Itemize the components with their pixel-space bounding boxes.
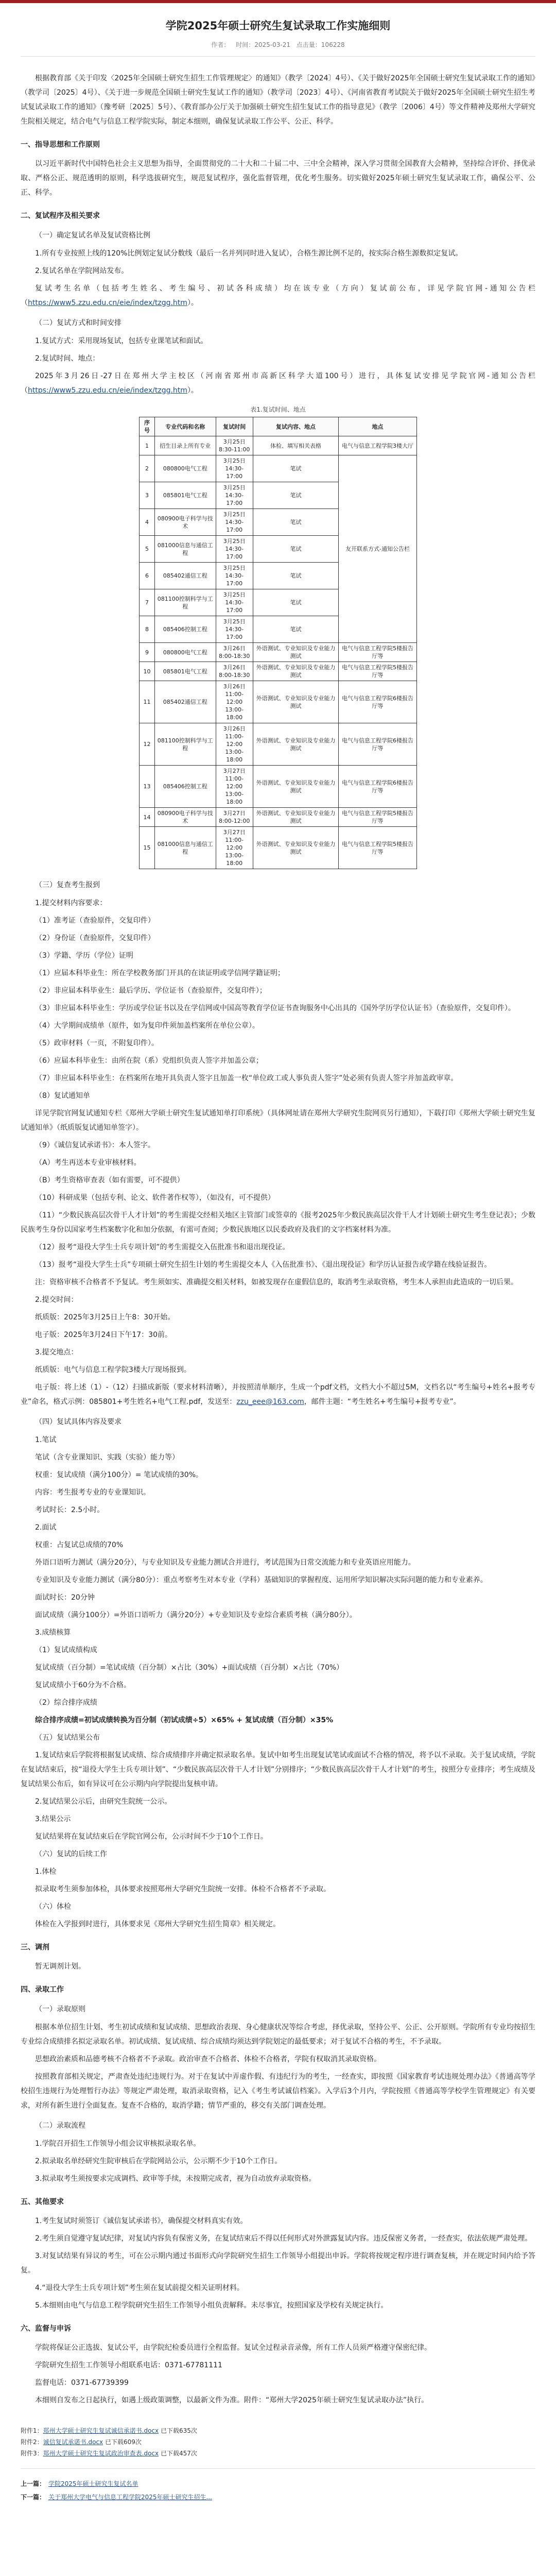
- paragraph: 1.体检: [35, 1868, 57, 1876]
- table-row: [140, 827, 417, 869]
- notice-link[interactable]: https://www5.zzu.edu.cn/eie/index/tzgg.htm: [28, 386, 187, 395]
- section-heading: 四、录取工作: [21, 1986, 64, 1994]
- prev-article-link[interactable]: 学院2025年硕士研究生复试名单: [48, 2480, 138, 2487]
- table-cell-major: 081000信息与通信工程: [155, 536, 216, 563]
- table-cell-content: 外语测试、专业知识及专业能力测试: [253, 662, 338, 681]
- attachment-label: 附件1：: [21, 2427, 43, 2434]
- paragraph: 4.“退役大学生士兵专项计划”考生须在复试前提交相关证明材料。: [35, 2284, 244, 2292]
- material-item: （5）政审材料（一页，不附复印件）。: [35, 1039, 159, 1047]
- intro-paragraph: 根据教育部《关于印发〈2025年全国硕士研究生招生工作管理规定〉的通知》（教学〔2024〕4号）、《关于做好2025年全国硕士研究生复试录取工作的通知》（教学司〔2025〕4号）、《关于进一步规范全国硕士研究生复试工作的通知》（教学司〔2023〕4号）、《河南省教育考试院关于做好2025年全国硕士研究生招生考试复试录取工作的通知》（豫考研〔2025〕5号）、《教育部办公厅关于加强硕士研究生招生复试工作的指导意见》（教学〔2006〕4号）等文件精神及郑州大学研究生院相关规定，结合电气与信息工程学院实际，制定本细则，确保复试录取工作公平、公正、科学。: [21, 74, 535, 126]
- material-item: （A）考生再送本专业审核材料。: [35, 1159, 141, 1167]
- table-cell-venue: 电气与信息工程学院5楼报告厅等: [338, 827, 416, 869]
- article-body: [21, 57, 535, 2504]
- prev-article: [21, 2477, 535, 2490]
- table-cell-major: 招生目录上所有专业: [155, 436, 216, 455]
- table-row: [140, 662, 417, 681]
- table-cell-content: 笔试: [253, 589, 338, 616]
- attachment-link[interactable]: 诚信复试承诺书.docx: [43, 2438, 103, 2446]
- paragraph: 1.笔试: [35, 1436, 57, 1444]
- table-row: [140, 436, 417, 455]
- table-cell-major: 080900电子科学与技术: [155, 808, 216, 827]
- paragraph: 2.提交时间：: [35, 1296, 78, 1304]
- download-count: 已下载457次: [160, 2450, 197, 2457]
- material-item: （6）应届本科毕业生：由所在院（系）党组织负责人签字并加盖公章；: [35, 1057, 263, 1065]
- formula-paragraph: 综合排序成绩=初试成绩转换为百分制（初试成绩÷5）×65% + 复试成绩（百分制）×35%: [35, 1716, 334, 1724]
- table-cell-time: 3月27日 11:00-12:00 13:00-18:00: [216, 827, 253, 869]
- article-meta: [21, 40, 535, 57]
- table-cell-major: 081100控制科学与工程: [155, 589, 216, 616]
- paragraph: （1）复试成绩构成: [35, 1646, 97, 1654]
- table-cell-time: 3月26日 8:00-18:30: [216, 643, 253, 662]
- section-heading: 二、复试程序及相关要求: [21, 212, 100, 220]
- attachment-link[interactable]: 郑州大学硕士研究生复试诚信承诺书.docx: [43, 2427, 159, 2434]
- material-item: （3）非应届本科毕业生：学历或学位证书以及在学信网或中国高等教育学位证书查询服务中心出具的《国外学历学位认证书》（查验原件，交复印件）。: [35, 1004, 515, 1012]
- paragraph: 按照教育部相关规定，严肃查处违纪违规行为。对于在复试中弄虚作假、有违纪行为的考生，一经查实，即按照《国家教育考试违规处理办法》《普通高等学校招生违规行为处理暂行办法》等规定严肃处理，取消录取资格，记入《考生考试诚信档案》。入学后3个月内，学院按照《普通高等学校学生管理规定》有关要求，对所有新生进行全面复查。复查不合格的，取消学籍；情节严重的，移交有关部门调查处理。: [21, 2073, 535, 2110]
- table-cell-time: 3月25日 8:30-11:00: [216, 436, 253, 455]
- paragraph-text: ）。: [187, 386, 198, 395]
- table-row: [140, 766, 417, 808]
- table-cell-no: 12: [140, 723, 155, 766]
- material-item: （4）大学期间成绩单（原件，如为复印件须加盖档案所在单位公章）。: [35, 1022, 259, 1030]
- table-cell-venue: 电气与信息工程学院5楼报告厅等: [338, 662, 416, 681]
- subsection-heading: （四）复试具体内容及要求: [35, 1418, 121, 1426]
- paragraph: 复试成绩小于60分为不合格。: [35, 1681, 131, 1689]
- table-caption: 表1.复试时间、地点: [250, 406, 306, 413]
- table-cell-content: 外语测试、专业知识及专业能力测试: [253, 766, 338, 808]
- table-cell-major: 085406控制工程: [155, 766, 216, 808]
- paragraph: 学院研究生招生工作领导小组联系电话：0371-67781111: [35, 2361, 222, 2369]
- material-item: （8）复试通知单: [35, 1092, 90, 1100]
- table-header-row: [140, 417, 417, 436]
- paragraph: （五）复试结果公布: [35, 1734, 100, 1742]
- paragraph-text: ，邮件主题：“考生姓名+考生编号+报考专业”。: [304, 1398, 461, 1406]
- paragraph: 3.提交地点：: [35, 1348, 78, 1357]
- table-cell-major: 080800电气工程: [155, 455, 216, 482]
- attachment-link[interactable]: 郑州大学硕士研究生复试政治审查表.docx: [43, 2450, 159, 2457]
- material-item: （7）非应届本科毕业生：在档案所在地开具负责人签字且加盖一枚“单位政工或人事负责人签字”处必须有负责人签字并加盖政审章。: [35, 1074, 458, 1082]
- paragraph: 3.拟录取考生须按要求完成调档、政审等手续，未按期完成者，视为自动放弃录取资格。: [35, 2175, 316, 2183]
- table-cell-major: 085402通信工程: [155, 681, 216, 723]
- next-label: 下一篇：: [21, 2494, 46, 2501]
- table-cell-time: 3月27日 11:00-12:00 13:00-18:00: [216, 766, 253, 808]
- table-cell-no: 14: [140, 808, 155, 827]
- column-header: 地点: [338, 417, 416, 436]
- paragraph: 注：资格审核不合格者不予复试。考生须如实、准确提交相关材料，如被发现存在虚假信息的，取消考生录取资格，考生本人承担由此造成的一切后果。: [35, 1278, 518, 1286]
- attachment-item: [21, 2436, 535, 2448]
- attachment-label: 附件2：: [21, 2438, 43, 2446]
- table-cell-time: 3月26日 8:00-18:30: [216, 662, 253, 681]
- paragraph: 专业知识及专业能力测试（满分80分）：重点考察考生对本专业（学科）基础知识的掌握程度、运用所学知识解决实际问题的能力和专业素养。: [35, 1576, 488, 1584]
- table-row: [140, 808, 417, 827]
- paragraph: 1.复试方式：采用现场复试，包括专业课笔试和面试。: [35, 337, 208, 345]
- table-cell-venue: 电气与信息工程学院3楼大厅: [338, 436, 416, 455]
- table-cell-content: 外语测试、专业知识及专业能力测试: [253, 681, 338, 723]
- table-cell-venue: 电气与信息工程学院6楼报告厅等: [338, 766, 416, 808]
- author-label: 作者：: [211, 41, 230, 48]
- paragraph: （六）复试的后续工作: [35, 1850, 107, 1858]
- next-article: [21, 2490, 535, 2504]
- paragraph: 本细则自发布之日起执行，如遇上级政策调整，以最新文件为准。附件：“郑州大学2025年硕士研究生复试录取办法”执行。: [35, 2396, 429, 2404]
- article: [21, 3, 535, 2504]
- attachment-item: [21, 2425, 535, 2436]
- paragraph-text: 复试考生名单（包括考生姓名、考生编号、初试各科成绩）均在该专业（方向）复试前公布，详见学院官网-通知公告栏（: [21, 284, 535, 307]
- paragraph: 纸质版：电气与信息工程学院3楼大厅现场报到。: [35, 1366, 191, 1374]
- section-heading: 三、调剂: [21, 1943, 49, 1952]
- download-count: 已下载609次: [105, 2438, 142, 2446]
- table-cell-no: 6: [140, 563, 155, 589]
- table-cell-no: 9: [140, 643, 155, 662]
- table-cell-no: 1: [140, 436, 155, 455]
- table-cell-no: 5: [140, 536, 155, 563]
- table-cell-major: 081000信息与通信工程: [155, 827, 216, 869]
- section-heading: 六、监督与申诉: [21, 2325, 71, 2333]
- table-cell-content: 笔试: [253, 509, 338, 536]
- subsection-heading: （二）复试方式和时间安排: [35, 319, 121, 327]
- section-heading: 一、指导思想和工作原则: [21, 141, 100, 149]
- table-cell-content: 外语测试、专业知识及专业能力测试: [253, 827, 338, 869]
- table-cell-content: 笔试: [253, 455, 338, 482]
- paragraph: 1.所有专业按照上线的120%比例划定复试分数线（最后一名并列同时进入复试），合格生源比例不足的，按实际合格生源数拟定复试。: [35, 249, 463, 258]
- table-row: [140, 455, 417, 482]
- paragraph-text: ）。: [187, 299, 198, 307]
- paragraph: 权重：占复试总成绩的70%: [35, 1541, 124, 1549]
- attachment-item: [21, 2448, 535, 2459]
- article-navigation: [21, 2468, 535, 2504]
- material-item: （1）应届本科毕业生：所在学校教务部门开具的在读证明或学信网学籍证明；: [35, 969, 285, 977]
- material-item: （11）“少数民族高层次骨干人才计划”的考生需提交经相关地区主管部门或签章的《报考2025年少数民族高层次骨干人才计划硕士研究生考生登记表》；少数民族考生身份以国家考生档案数字化和加分依据，有需可查阅；少数民族地区以民委政府及我们的文字档案材料为准。: [21, 1211, 535, 1234]
- paragraph-text: 电子版：将上述（1）-（12）扫描成新版（要求材料清晰），并按照清单顺序，生成一个pdf文档，文档大小不超过5M，文档名以“考生编号+姓名+报考专业”命名，格式示例：085801+考生姓名+电气工程.pdf，发送至：: [21, 1383, 535, 1406]
- paragraph: 以习近平新时代中国特色社会主义思想为指导，全面贯彻党的二十大和二十届二中、三中全会精神，深入学习贯彻全国教育大会精神，坚持综合评价、择优录取、严格公正、规范透明的原则，科学选拔研究生，规范复试程序，强化监督管理，优化考生服务。切实做好2025年硕士研究生复试录取工作，确保公平、公正、科学。: [21, 160, 535, 197]
- material-item: （B）考生资格审查表（如有需要，可不提供）: [35, 1176, 184, 1184]
- paragraph: 内容：考生报考专业的专业课知识。: [35, 1488, 150, 1497]
- paragraph: 面试时长：20分钟: [35, 1594, 95, 1602]
- page-title: 学院2025年硕士研究生复试录取工作实施细则: [165, 20, 391, 32]
- table-cell-no: 8: [140, 616, 155, 643]
- material-item: （12）报考“退役大学生士兵专项计划”的考生需提交入伍批准书和退出现役证。: [35, 1243, 290, 1251]
- paragraph: 根据本单位招生计划、考生初试成绩和复试成绩、思想政治表现、身心健康状况等综合考虑，择优录取，坚持公平、公正、公开原则。学院所有专业均按招生专业综合成绩排名拟定录取名单。初试成绩、复试成绩、综合成绩均须达到学院划定的最低要求；对于复试不合格的考生，不予录取。: [21, 2023, 535, 2046]
- paragraph: 2.面试: [35, 1523, 57, 1532]
- download-count: 已下载635次: [160, 2427, 197, 2434]
- table-cell-venue: 电气与信息工程学院5楼报告厅等: [338, 643, 416, 662]
- paragraph: （2）综合排序成绩: [35, 1699, 97, 1707]
- table-cell-no: 7: [140, 589, 155, 616]
- column-header: 序号: [140, 417, 155, 436]
- prev-label: 上一篇：: [21, 2480, 46, 2487]
- next-article-link[interactable]: 关于郑州大学电气与信息工程学院2025年硕士研究生招生...: [48, 2494, 213, 2501]
- paragraph: 2.复试时间、地点：: [35, 354, 100, 363]
- paragraph: [21, 281, 535, 310]
- subsection-heading: （二）录取流程: [35, 2122, 85, 2130]
- paragraph: 2.拟录取名单经研究生院审核后在学院网站公示，公示期不少于10个工作日。: [35, 2157, 282, 2165]
- table-row: [140, 723, 417, 766]
- table-cell-time: 3月25日 14:30-17:00: [216, 455, 253, 482]
- table-cell-content: 笔试: [253, 616, 338, 643]
- paragraph: [21, 1380, 535, 1409]
- paragraph: 3.结果公示: [35, 1815, 71, 1823]
- table-body: [140, 436, 417, 869]
- table-cell-content: 外语测试、专业知识及专业能力测试: [253, 723, 338, 766]
- column-header: 复试内容、地点: [253, 417, 338, 436]
- paragraph: 暂无调剂计划。: [35, 1962, 85, 1971]
- paragraph: 体检在入学报到时进行，具体要求见《郑州大学研究生招生简章》相关规定。: [35, 1920, 280, 1928]
- paragraph: 2.考生须自觉遵守复试纪律，对复试内容负有保密义务，在复试结束后不得以任何形式对外泄露复试内容。违反保密义务者，一经查实，依法依规严肃处理。: [35, 2234, 532, 2243]
- paragraph: 1.考生复试时须签订《诚信复试承诺书》，确保提交材料真实有效。: [35, 2217, 248, 2225]
- paragraph: 复试成绩（百分制）=笔试成绩（百分制）×占比（30%）+面试成绩（百分制）×占比（70%）: [35, 1664, 344, 1672]
- table-cell-content: 外语测试、专业知识及专业能力测试: [253, 643, 338, 662]
- table-cell-time: 3月25日 14:30-17:00: [216, 509, 253, 536]
- paragraph: 笔试（含专业课知识、实践（实验）能力等）: [35, 1453, 179, 1462]
- table-cell-content: 外语测试、专业知识及专业能力测试: [253, 808, 338, 827]
- paragraph: 1.提交材料内容要求：: [35, 899, 107, 907]
- table-cell-time: 3月26日 11:00-12:00 13:00-18:00: [216, 681, 253, 723]
- paragraph: 纸质版：2025年3月25日上午8：30开始。: [35, 1313, 175, 1321]
- table-cell-no: 11: [140, 681, 155, 723]
- material-item: 详见学院官网复试通知专栏《郑州大学硕士研究生复试通知单打印系统》（具体网址请在郑州大学研究生院网页另行通知），下载打印《郑州大学硕士研究生复试通知单》（纸质版复试通知单签字）。: [21, 1109, 535, 1132]
- table-cell-no: 2: [140, 455, 155, 482]
- table-cell-time: 3月25日 14:30-17:00: [216, 536, 253, 563]
- notice-link[interactable]: https://www5.zzu.edu.cn/eie/index/tzgg.htm: [28, 299, 187, 307]
- table-row: [140, 681, 417, 723]
- table-cell-time: 3月25日 14:30-17:00: [216, 482, 253, 509]
- table-cell-venue: 电气与信息工程学院5楼报告厅等: [338, 808, 416, 827]
- table-cell-venue: 电气与信息工程学院6楼报告厅等: [338, 681, 416, 723]
- table-cell-major: 085402通信工程: [155, 563, 216, 589]
- paragraph: 权重：复试成绩（满分100分）= 笔试成绩的30%。: [35, 1471, 203, 1479]
- material-item: （2）非应届本科毕业生：最后学历、学位证书（查验原件，交复印件）；: [35, 987, 267, 995]
- table-cell-venue: 电气与信息工程学院6楼报告厅等: [338, 723, 416, 766]
- paragraph: 拟录取考生须参加体检，具体要求按照郑州大学研究生院统一安排。体检不合格者不予录取。: [35, 1885, 331, 1893]
- table-cell-time: 3月25日 14:30-17:00: [216, 589, 253, 616]
- subsection-heading: （一）录取原则: [35, 2005, 85, 2013]
- table-row: [140, 643, 417, 662]
- paragraph: 学院将保证公正选拔、复试公平，由学院纪检委员进行全程监督。复试全过程录音录像，所有工作人员须严格遵守保密纪律。: [35, 2344, 431, 2352]
- table-cell-content: 体检、填写相关表格: [253, 436, 338, 455]
- column-header: 专业代码和名称: [155, 417, 216, 436]
- attachments: [21, 2425, 535, 2459]
- table-cell-content: 笔试: [253, 563, 338, 589]
- material-item: （3）学籍、学历（学位）证明: [35, 952, 133, 960]
- table-cell-no: 4: [140, 509, 155, 536]
- table-cell-no: 15: [140, 827, 155, 869]
- section-heading: 五、其他要求: [21, 2198, 64, 2206]
- paragraph: 2.复试结果公示后，由研究生院统一公示。: [35, 1798, 172, 1806]
- material-item: （2）身份证（查验原件，交复印件）: [35, 934, 155, 942]
- material-item: （1）准考证（查验原件，交复印件）: [35, 917, 155, 925]
- table-cell-major: 085801电气工程: [155, 482, 216, 509]
- table-cell-major: 080900电子科学与技术: [155, 509, 216, 536]
- email-link[interactable]: zzu_eee@163.com: [236, 1398, 304, 1406]
- paragraph: 思想政治素质和品德考核不合格者不予录取。政治审查不合格者、体检不合格者，学院有权取消其录取资格。: [35, 2055, 381, 2063]
- table-cell-major: 081100控制科学与工程: [155, 723, 216, 766]
- material-list: [21, 913, 535, 1272]
- material-item: （13）报考“退役大学生士兵”专项硕士研究生招生计划的考生需提交本人《入伍批准书》、《退出现役证》和学历认证报告或学籍在线验证报告。: [35, 1261, 492, 1269]
- paragraph: 1.学院召开招生工作领导小组会议审核拟录取名单。: [35, 2140, 201, 2148]
- table-cell-major: 085801电气工程: [155, 662, 216, 681]
- paragraph: 电子版：2025年3月24日下午17：30前。: [35, 1331, 172, 1339]
- paragraph: 考试时长：2.5小时。: [35, 1506, 105, 1514]
- table-cell-venue-merged: 友开联系方式-通知公告栏: [338, 455, 416, 643]
- schedule-table: [139, 417, 417, 869]
- material-item: （10）科研成果（包括专利、论文、软件著作权等），（如没有，可不提供）: [35, 1194, 275, 1202]
- table-cell-no: 13: [140, 766, 155, 808]
- publish-time: 时间：2025-03-21: [236, 41, 290, 48]
- paragraph: 5.本细则由电气与信息工程学院研究生招生工作领导小组负责解释。未尽事宜，按照国家及学校有关规定执行。: [35, 2301, 388, 2310]
- table-cell-time: 3月25日 14:30-17:00: [216, 563, 253, 589]
- attachment-label: 附件3：: [21, 2450, 43, 2457]
- table-cell-time: 3月26日 11:00-12:00 13:00-18:00: [216, 723, 253, 766]
- subsection-heading: （一）确定复试名单及复试资格比例: [35, 231, 150, 240]
- subsection-heading: （三）复查考生报到: [35, 881, 100, 889]
- material-item: （9）《诚信复试承诺书》：本人签字。: [35, 1141, 155, 1149]
- paragraph: （六）体检: [35, 1903, 71, 1911]
- paragraph: 外语口语听力测试（满分20分），与专业知识及专业能力测试合并进行，考试范围为日常交流能力和专业英语应用能力。: [35, 1558, 415, 1567]
- column-header: 复试时间: [216, 417, 253, 436]
- table-cell-major: 085406控制工程: [155, 616, 216, 643]
- paragraph: 2.复试名单在学院网站发布。: [35, 267, 129, 275]
- paragraph: 1.复试结束后学院将根据复试成绩、综合成绩排序并确定拟录取名单。复试中如考生出现复试笔试或面试不合格的情况，将予以不录取。关于复试成绩，学院在复试结束后，按“退役大学生士兵专项计划”、“少数民族高层次骨干人才计划”分别排序；“少数民族高层次骨干人才计划”的考生，按照分专业排序；考生成绩及复试结果公布后，如有异议可在公示期内向学院提出复核申请。: [21, 1751, 535, 1788]
- table-cell-content: 笔试: [253, 536, 338, 563]
- table-cell-no: 10: [140, 662, 155, 681]
- paragraph: 3.对复试结果有异议的考生，可在公示期内通过书面形式向学院研究生招生工作领导小组提出申诉。学院将按规定程序进行调查复核，并在规定时间内给予答复。: [21, 2252, 535, 2275]
- click-count: 点击量：106228: [296, 41, 345, 48]
- table-cell-time: 3月25日 14:30-17:00: [216, 616, 253, 643]
- paragraph: 3.成绩核算: [35, 1629, 71, 1637]
- paragraph-text: 2025年3月26日-27日在郑州大学主校区（河南省郑州市高新区科学大道100号）进行，具体复试安排见学院官网-通知公告栏（: [21, 372, 535, 395]
- paragraph: 监督电话：0371-67739399: [35, 2379, 129, 2387]
- paragraph: 复试结果将在复试结束后在学院官网公布，公示时间不少于10个工作日。: [35, 1833, 268, 1841]
- table-cell-no: 3: [140, 482, 155, 509]
- table-cell-content: 笔试: [253, 482, 338, 509]
- table-cell-time: 3月27日 8:00-12:00: [216, 808, 253, 827]
- paragraph: [21, 369, 535, 398]
- table-cell-major: 080800电气工程: [155, 643, 216, 662]
- paragraph: 面试成绩（满分100分）=外语口语听力（满分20分）+专业知识及专业综合素质考核（满分80分）。: [35, 1611, 357, 1619]
